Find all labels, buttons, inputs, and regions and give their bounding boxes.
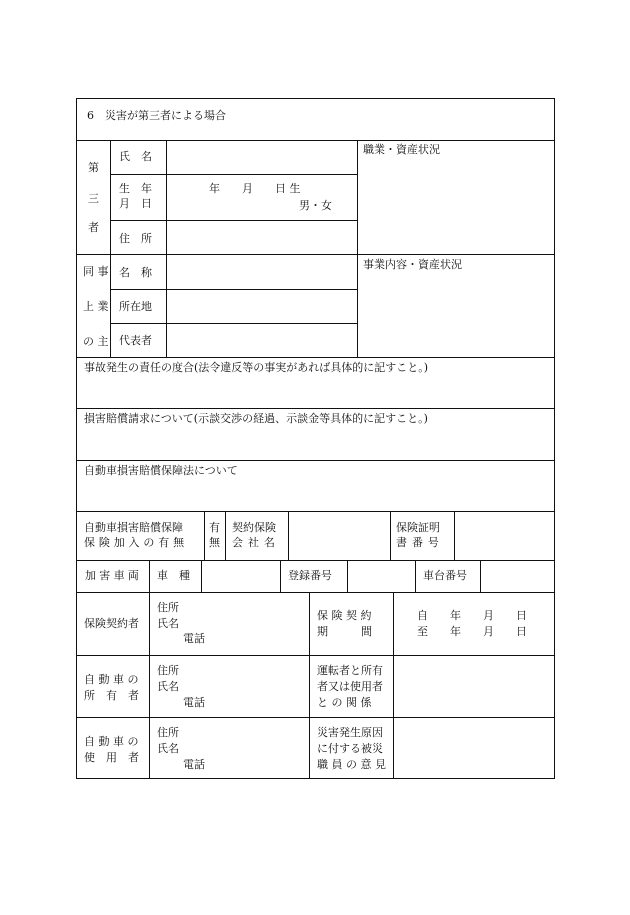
employer-rep-label: 代表者 [119, 334, 152, 347]
sex-value: 男・女 [299, 199, 332, 212]
employer-label-1: 同 事 [83, 265, 109, 278]
birth-label-1: 生 年 [119, 182, 152, 195]
occupation-label: 職業・資産状況 [363, 143, 440, 156]
row-divider [77, 254, 554, 255]
insurance-yes: 有 [209, 521, 220, 534]
form-table [76, 98, 555, 779]
row-divider [110, 174, 357, 175]
user-opinion-3: 職 員 の 意 見 [317, 758, 386, 771]
employer-label-3: の 主 [83, 335, 109, 348]
col-divider [201, 560, 202, 592]
section-title: 6 災害が第三者による場合 [87, 109, 226, 122]
address-label: 住 所 [119, 232, 152, 245]
user-label-1: 自 動 車 の [84, 735, 139, 748]
policy-holder-phone: 電話 [183, 632, 205, 645]
user-name: 氏名 [157, 742, 179, 755]
col-divider [288, 511, 289, 560]
name-label: 氏 名 [119, 150, 152, 163]
cert-label-2: 書番号 [396, 536, 444, 549]
employer-label-2: 上 業 [83, 300, 109, 313]
policy-period-label-2: 期 間 [317, 625, 372, 638]
birth-label-2: 月 日 [119, 197, 152, 210]
row-divider [110, 220, 357, 221]
col-divider [347, 560, 348, 592]
col-divider [309, 592, 310, 779]
col-divider [357, 140, 358, 357]
user-address: 住所 [157, 726, 179, 739]
policy-to-row: 至 年 月 日 [417, 625, 527, 638]
row-divider [77, 460, 554, 461]
col-divider [393, 592, 394, 779]
user-opinion-1: 災害発生原因 [317, 726, 383, 739]
col-divider [390, 511, 391, 560]
user-label-2: 使 用 者 [84, 751, 139, 764]
col-divider [149, 592, 150, 779]
owner-relation-3: と の 関 係 [317, 696, 372, 709]
row-divider [110, 323, 357, 324]
compensation-label: 損害賠償請求について(示談交渉の経過、示談金等具体的に記すこと。) [84, 412, 428, 425]
business-label: 事業内容・資産状況 [363, 258, 462, 271]
row-divider [110, 289, 357, 290]
user-opinion-2: に付する被災 [317, 742, 383, 755]
vehicle-label: 加害車両 [85, 569, 143, 582]
company-label-2: 会社名 [232, 536, 280, 549]
insurance-no: 無 [209, 536, 220, 549]
responsibility-label: 事故発生の責任の度合(法令違反等の事実があれば具体的に記すこと。) [84, 361, 429, 374]
birth-date-value: 年 月 日 生 [209, 182, 301, 195]
employer-name-label: 名 称 [119, 266, 152, 279]
owner-address: 住所 [157, 664, 179, 677]
col-divider [204, 511, 205, 560]
company-label-1: 契約保険 [232, 521, 276, 534]
chassis-label: 車台番号 [423, 569, 467, 582]
col-divider [454, 511, 455, 560]
user-phone: 電話 [183, 758, 205, 771]
col-divider [415, 560, 416, 592]
row-divider [77, 357, 554, 358]
auto-law-label: 自動車損害賠償保障法について [84, 464, 238, 477]
owner-label-1: 自 動 車 の [84, 673, 139, 686]
owner-relation-1: 運転者と所有 [317, 664, 383, 677]
third-party-label-2: 三 [88, 192, 99, 205]
third-party-label-3: 者 [88, 221, 99, 234]
row-divider [77, 140, 554, 141]
owner-phone: 電話 [183, 696, 205, 709]
insurance-label-1: 自動車損害賠償保障 [84, 521, 183, 534]
owner-label-2: 所 有 者 [84, 689, 139, 702]
vehicle-type-label: 車 種 [157, 569, 190, 582]
policy-from-row: 自 年 月 日 [417, 609, 527, 622]
col-divider [149, 560, 150, 592]
cert-label-1: 保険証明 [396, 521, 440, 534]
policy-holder-address: 住所 [157, 601, 179, 614]
row-divider [77, 511, 554, 512]
col-divider [225, 511, 226, 560]
policy-period-label-1: 保 険 契 約 [317, 609, 372, 622]
row-divider [77, 408, 554, 409]
policy-holder-label: 保険契約者 [84, 617, 139, 630]
owner-relation-2: 者又は使用者 [317, 680, 383, 693]
insurance-label-2: 保険加入の有無 [84, 536, 188, 549]
third-party-label-1: 第 [88, 161, 99, 174]
registration-label: 登録番号 [288, 569, 332, 582]
col-divider [280, 560, 281, 592]
employer-location-label: 所在地 [119, 300, 152, 313]
col-divider [480, 560, 481, 592]
col-divider [110, 140, 111, 357]
owner-name: 氏名 [157, 680, 179, 693]
col-divider [166, 140, 167, 357]
policy-holder-name: 氏名 [157, 617, 179, 630]
